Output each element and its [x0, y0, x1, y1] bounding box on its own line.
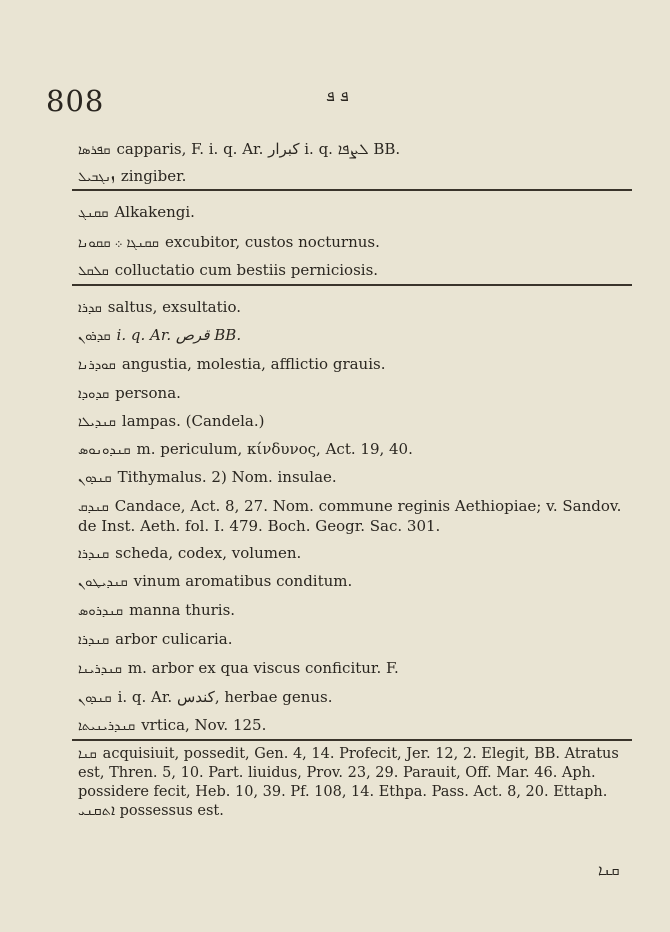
entry-definition: capparis, F. i. q. Ar. كبرار i. q. ܠܨܦܐ BB. [116, 140, 401, 158]
entry [78, 544, 301, 564]
page-number: 808 [46, 84, 105, 118]
entry-definition: lampas. (Candela.) [121, 412, 265, 430]
syriac-headword: ܩܕܪܐ [78, 301, 102, 316]
entry [78, 572, 352, 592]
section-rule [72, 739, 632, 741]
entry-definition: m. arbor ex qua viscus conficitur. F. [127, 659, 399, 677]
entry-definition: zingiber. [120, 167, 187, 185]
entry [78, 233, 380, 253]
syriac-headword: ܩܢܕܩ [78, 500, 109, 515]
entry [78, 355, 386, 375]
syriac-headword: ܩܩܢܓ [78, 206, 109, 221]
entry [78, 497, 638, 535]
entry [78, 688, 333, 708]
entry-definition: colluctatio cum bestiis perniciosis. [114, 261, 379, 279]
entry [78, 140, 400, 160]
entry-definition: scheda, codex, volumen. [115, 544, 302, 562]
entry-definition: saltus, exsultatio. [107, 298, 241, 316]
entry [78, 659, 399, 679]
entry-definition: i. q. Ar. قرص BB. [116, 326, 242, 344]
entry-definition: acquisiuit, possedit, Gen. 4, 14. Profecit, Jer. 12, 2. Elegit, BB. Atratus est, Thren. 5, 10. Part. liuidus, Prov. 23, 29. Parauit, Off. Mar. 46. Aph. possidere fecit, Heb. 10, 39. Pf. 108, 14. Ethpa. Pass. Act. 8, 20. Ettaph. ܐܬܩܢܝ possessus est. [78, 746, 619, 819]
entry-definition: manna thuris. [129, 601, 236, 619]
syriac-headword: ܩܢܕܘܢ [78, 691, 112, 706]
entry [78, 468, 337, 488]
entry-definition: i. q. Ar. كندس, herbae genus. [117, 688, 333, 706]
syriac-headword: ܩܢܕܪܝܢܝܬܐ [78, 719, 136, 734]
syriac-headword: ܩܢܕܪܐ [78, 633, 110, 648]
entry [78, 601, 235, 621]
syriac-headword: ܩܠܩܠ [78, 264, 109, 279]
entry [78, 716, 266, 736]
entry-definition: persona. [115, 384, 181, 402]
section-rule [72, 189, 632, 191]
header-mark: ܦ ܦ [326, 86, 349, 105]
entry [78, 630, 233, 650]
syriac-headword: ܩܦܪܣܐ [78, 143, 111, 158]
entry-definition: arbor culicaria. [115, 630, 233, 648]
entry [78, 412, 264, 432]
entry [78, 298, 241, 318]
entry-definition: Candace, Act. 8, 27. Nom. commune reginis Aethiopiae; v. Sandov. de Inst. Aeth. fol. I. 479. Boch. Geogr. Sac. 301. [78, 497, 622, 535]
syriac-headword: ܩܢܕܝܛܘܢ [78, 575, 128, 590]
section-rule [72, 284, 632, 286]
syriac-headword: ܩܢܕܪܝܢܐ [78, 662, 122, 677]
syriac-headword: ܙܢܓܒܝܠ [78, 170, 115, 185]
syriac-headword: ܩܕܘܕܐ [78, 387, 110, 402]
syriac-headword: ܩܢܕܘܢ [78, 471, 112, 486]
entry-definition: angustia, molestia, afflictio grauis. [121, 355, 386, 373]
catchword: ܩܢܐ [598, 861, 620, 879]
footer-entry [78, 745, 634, 821]
entry-definition: m. periculum, κίνδυνος, Act. 19, 40. [136, 440, 413, 458]
syriac-headword: ܩܢܕܘܢܘܣ [78, 443, 131, 458]
entry [78, 440, 413, 460]
entry-definition: excubitor, custos nocturnus. [164, 233, 380, 251]
entry-definition: vrtica, Nov. 125. [141, 716, 267, 734]
syriac-headword: ܩܢܕܪܘܣ [78, 604, 124, 619]
entry-definition: Tithymalus. 2) Nom. insulae. [117, 468, 337, 486]
syriac-headword: ܩܩܢܓܐ ܀ ܩܩܘܢܐ [78, 236, 159, 251]
syriac-headword: ܩܢܕܪܐ [78, 547, 110, 562]
syriac-headword: ܩܘܕܪܢܐ [78, 358, 116, 373]
entry [78, 326, 241, 346]
entry [78, 203, 195, 223]
entry [78, 261, 378, 281]
entry [78, 384, 181, 404]
syriac-headword: ܩܢܕܝܠܐ [78, 415, 116, 430]
entry-definition: Alkakengi. [114, 203, 195, 221]
syriac-headword: ܩܢܐ [78, 747, 97, 762]
entry [78, 167, 186, 187]
entry-definition: vinum aromatibus conditum. [133, 572, 353, 590]
syriac-headword: ܩܕܪܘܢ [78, 329, 111, 344]
